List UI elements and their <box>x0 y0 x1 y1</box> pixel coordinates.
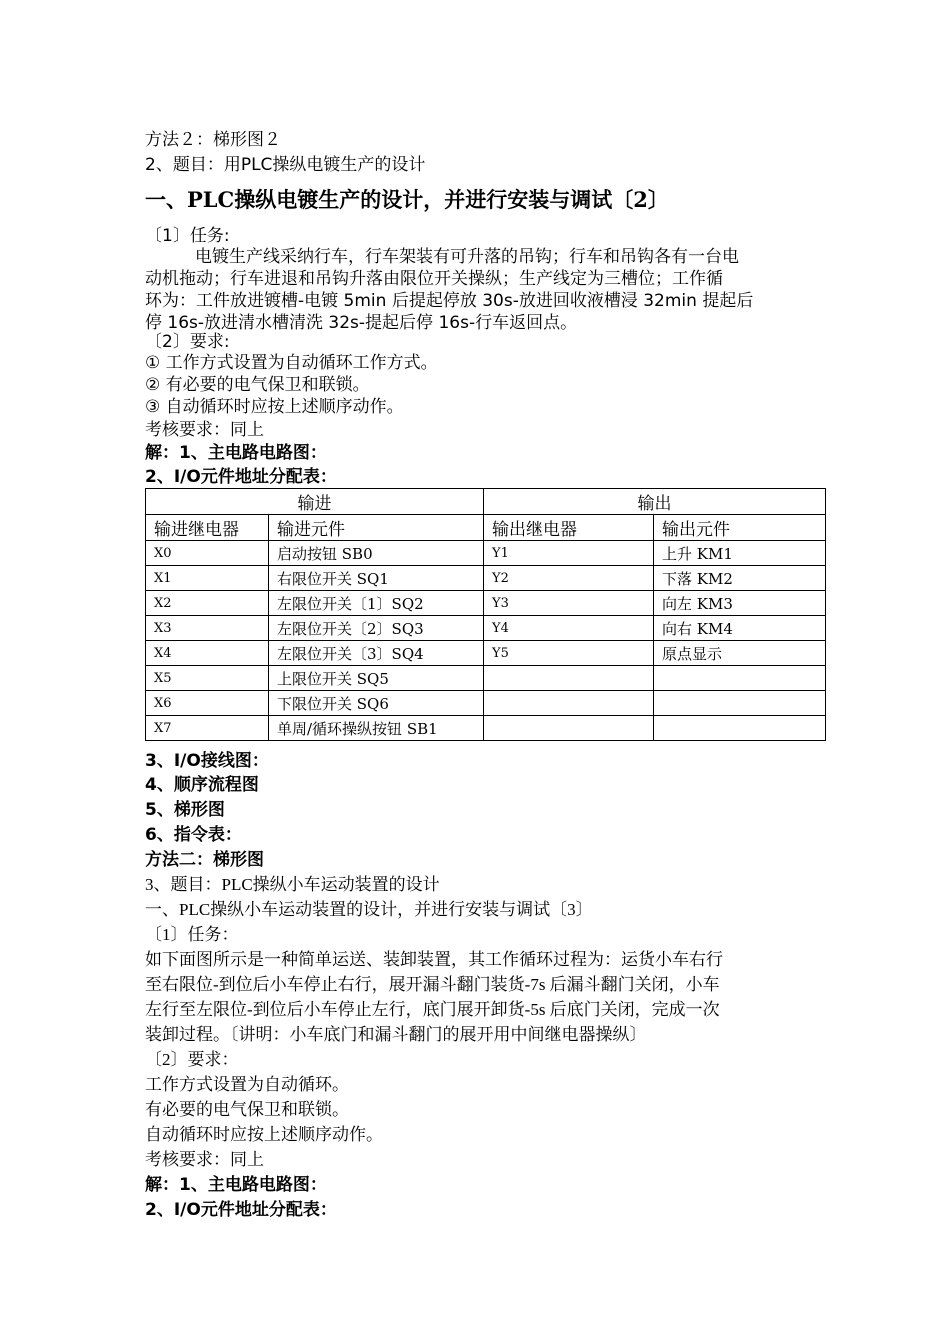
task-line: 装卸过程。〔讲明：小车底门和漏斗翻门的展开用中间继电器操纵〕 <box>145 1025 647 1044</box>
requirement-item: 自动循环时应按上述顺序动作。 <box>145 1125 383 1144</box>
task-line: 左行至左限位-到位后小车停止左行，底门展开卸货-5s 后底门关闭，完成一次 <box>145 1000 720 1019</box>
requirements-label: 〔2〕要求: <box>145 332 230 352</box>
table-row <box>146 616 826 641</box>
table-cell <box>654 691 826 716</box>
column-header: 输出元件 <box>654 515 826 541</box>
table-cell: 左限位开关〔2〕SQ3 <box>269 616 484 641</box>
table-row <box>146 541 826 566</box>
table-row <box>146 716 826 741</box>
table-cell: Y4 <box>484 616 654 641</box>
table-cell: X6 <box>146 691 269 716</box>
section-heading-2: 一、PLC操纵小车运动装置的设计，并进行安装与调试〔3〕 <box>145 900 593 919</box>
table-header-row <box>146 489 826 515</box>
table-cell: X3 <box>146 616 269 641</box>
table-cell <box>484 666 654 691</box>
column-header: 输进元件 <box>269 515 484 541</box>
requirements-label-2: 〔2〕要求： <box>145 1050 239 1069</box>
task-line: 动机拖动；行车进退和吊钩升落由限位开关操纵；生产线定为三槽位；工作循 <box>145 269 723 289</box>
table-cell: 启动按钮 SB0 <box>269 541 484 566</box>
table-row <box>146 566 826 591</box>
io-address-table <box>145 488 826 741</box>
method2-title: 方法２：梯形图２ <box>145 130 281 150</box>
task-line: 如下面图所示是一种简单运送、装卸装置，其工作循环过程为：运货小车右行 <box>145 950 723 969</box>
step-5: 5、梯形图 <box>145 800 225 820</box>
table-row <box>146 591 826 616</box>
table-cell: Y2 <box>484 566 654 591</box>
column-header: 输进继电器 <box>146 515 269 541</box>
task-label: 〔1〕任务: <box>145 226 230 246</box>
table-cell: 原点显示 <box>654 641 826 666</box>
task-line: 至右限位-到位后小车停止右行，展开漏斗翻门装货-7s 后漏斗翻门关闭，小车 <box>145 975 720 994</box>
solution-step-1: 解：1、主电路电路图： <box>145 443 327 463</box>
method2-heading: 方法二：梯形图 <box>145 850 264 870</box>
table-cell: 向右 KM4 <box>654 616 826 641</box>
input-header: 输进 <box>146 489 484 515</box>
exam-requirement-2: 考核要求：同上 <box>145 1150 264 1169</box>
step-4: 4、顺序流程图 <box>145 775 259 795</box>
table-column-header-row <box>146 515 826 541</box>
task-label-2: 〔1〕任务： <box>145 925 239 944</box>
topic2-title: 2、题目：用PLC操纵电镀生产的设计 <box>145 155 426 175</box>
table-cell: 左限位开关〔1〕SQ2 <box>269 591 484 616</box>
output-header: 输出 <box>484 489 826 515</box>
table-cell: X5 <box>146 666 269 691</box>
topic3-title: 3、题目：PLC操纵小车运动装置的设计 <box>145 875 440 894</box>
table-cell: 上升 KM1 <box>654 541 826 566</box>
table-cell: X0 <box>146 541 269 566</box>
table-cell: 左限位开关〔3〕SQ4 <box>269 641 484 666</box>
table-row <box>146 691 826 716</box>
solution-step-2: 2、I/O元件地址分配表： <box>145 467 337 487</box>
requirement-item: ① 工作方式设置为自动循环工作方式。 <box>145 353 438 373</box>
table-cell: Y5 <box>484 641 654 666</box>
table-cell: X7 <box>146 716 269 741</box>
task-line: 电镀生产线采纳行车，行车架装有可升落的吊钩；行车和吊钩各有一台电 <box>195 247 739 267</box>
requirement-item: 有必要的电气保卫和联锁。 <box>145 1100 349 1119</box>
section-heading: 一、PLC操纵电镀生产的设计，并进行安装与调试〔2〕 <box>145 187 669 212</box>
table-cell <box>484 691 654 716</box>
table-cell <box>484 716 654 741</box>
table-cell <box>654 716 826 741</box>
solution-step-1-b: 解：1、主电路电路图： <box>145 1175 327 1195</box>
step-6: 6、指令表： <box>145 825 242 845</box>
table-row <box>146 641 826 666</box>
table-cell: 下限位开关 SQ6 <box>269 691 484 716</box>
table-cell: Y3 <box>484 591 654 616</box>
requirement-item: ③ 自动循环时应按上述顺序动作。 <box>145 397 404 417</box>
table-cell: 上限位开关 SQ5 <box>269 666 484 691</box>
table-cell: 向左 KM3 <box>654 591 826 616</box>
solution-step-2-b: 2、I/O元件地址分配表： <box>145 1200 337 1220</box>
table-cell: 单周/循环操纵按钮 SB1 <box>269 716 484 741</box>
task-line: 环为：工件放进镀槽-电镀 5min 后提起停放 30s-放进回收液槽浸 32min 提起后 <box>145 291 754 311</box>
task-line: 停 16s-放进清水槽清洗 32s-提起后停 16s-行车返回点。 <box>145 313 578 333</box>
exam-requirement: 考核要求：同上 <box>145 420 264 440</box>
table-cell: 右限位开关 SQ1 <box>269 566 484 591</box>
table-cell: X2 <box>146 591 269 616</box>
table-cell: X4 <box>146 641 269 666</box>
table-cell <box>654 666 826 691</box>
table-row <box>146 666 826 691</box>
requirement-item: ② 有必要的电气保卫和联锁。 <box>145 375 370 395</box>
requirement-item: 工作方式设置为自动循环。 <box>145 1075 349 1094</box>
column-header: 输出继电器 <box>484 515 654 541</box>
table-cell: 下落 KM2 <box>654 566 826 591</box>
table-cell: Y1 <box>484 541 654 566</box>
table-cell: X1 <box>146 566 269 591</box>
step-3: 3、I/O接线图： <box>145 751 269 771</box>
